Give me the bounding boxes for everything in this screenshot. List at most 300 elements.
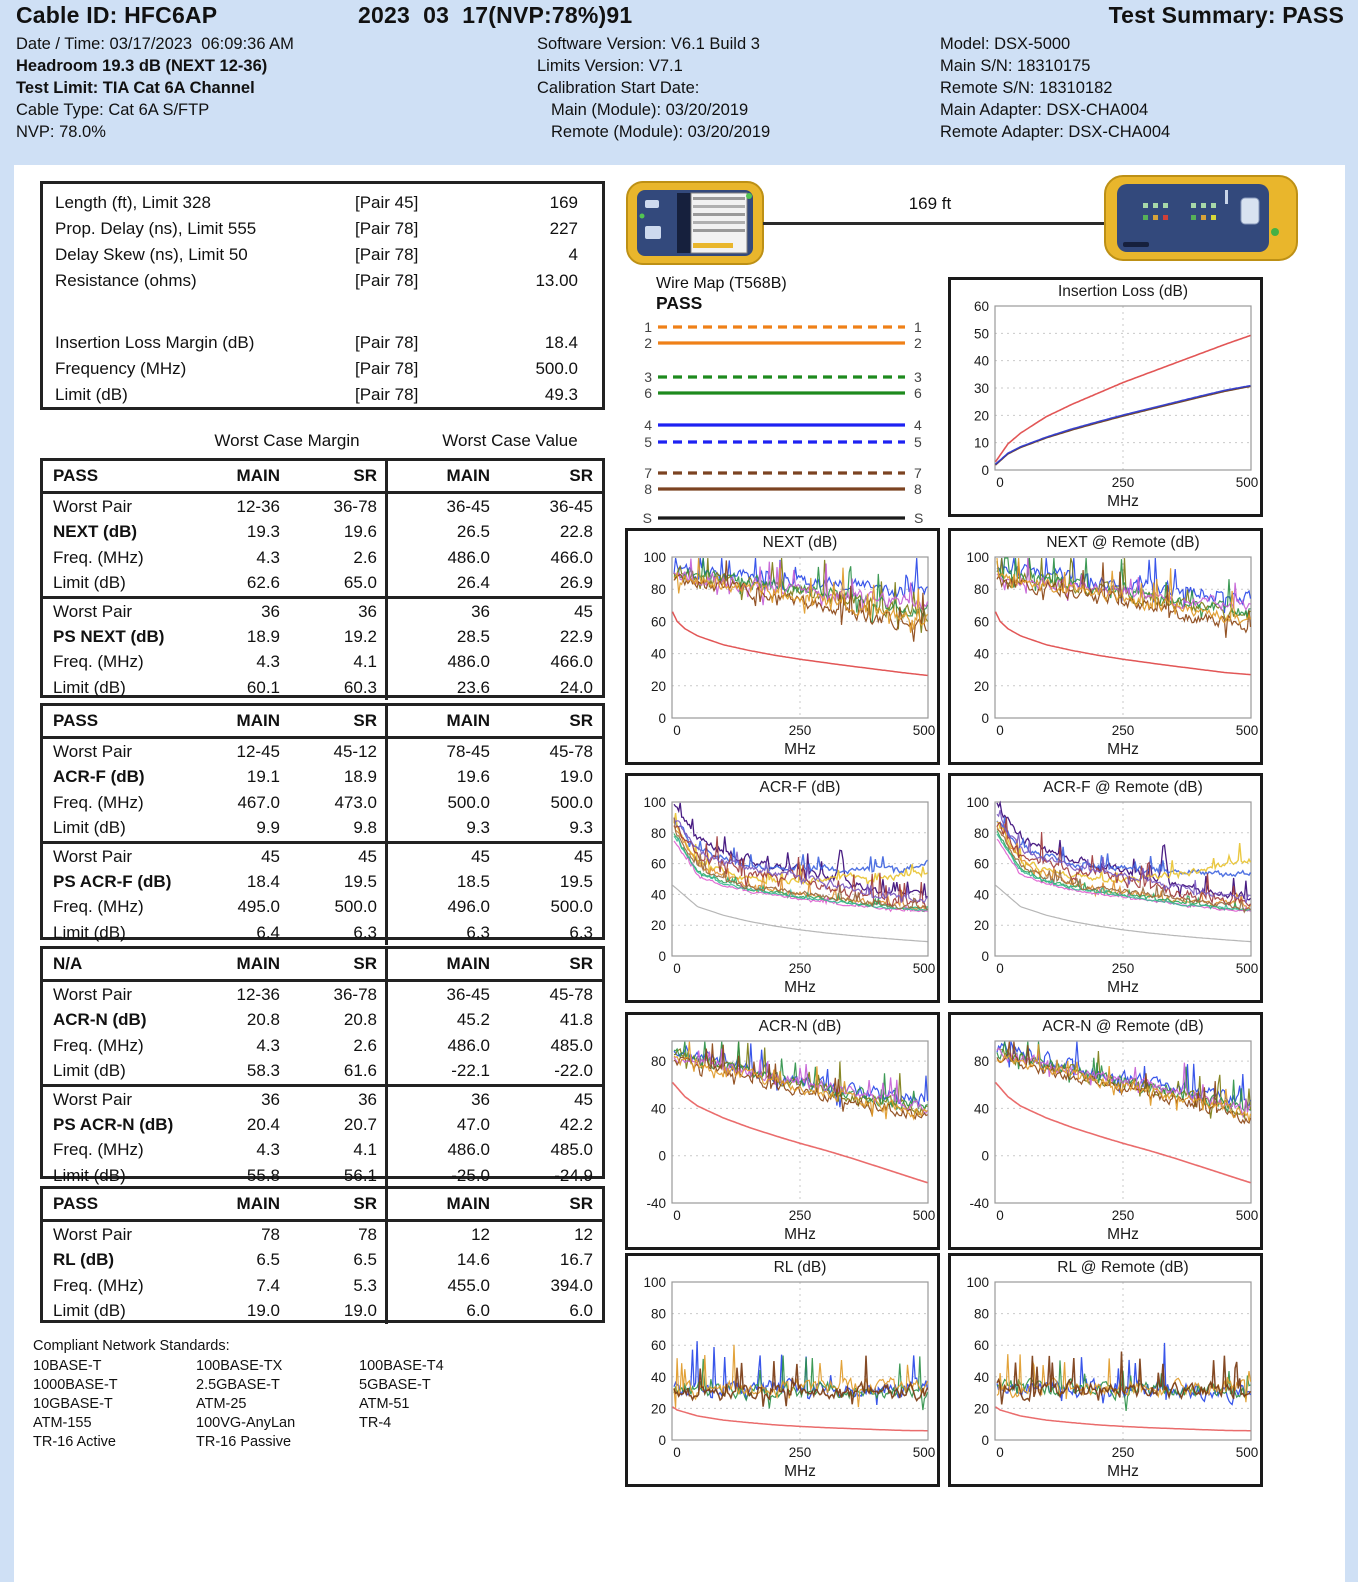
column-header: SR <box>569 954 593 973</box>
cell: 19.0 <box>343 1301 377 1321</box>
table-row <box>53 1112 602 1137</box>
chart-text: 20 <box>650 678 666 694</box>
header-column-right <box>940 33 1170 143</box>
cell: 2.6 <box>353 547 377 567</box>
chart-text: 250 <box>1111 1208 1135 1223</box>
measurement-table <box>40 458 605 698</box>
wire-pin-left: 7 <box>644 465 652 481</box>
table-row <box>55 356 592 382</box>
chart-text: 60 <box>973 614 989 630</box>
cell: 6.5 <box>353 1250 377 1270</box>
header-line: Calibration Start Date: <box>537 79 700 97</box>
chart-text: 80 <box>973 825 989 841</box>
chart-canvas <box>628 776 937 1000</box>
cell: Worst Pair <box>53 601 133 621</box>
chart-text: 80 <box>973 582 989 598</box>
cell: 36 <box>261 1089 280 1109</box>
cell: 496.0 <box>385 894 498 919</box>
length-summary-table <box>40 181 605 410</box>
table-header-row <box>43 706 602 739</box>
cell: Freq. (MHz) <box>53 897 144 917</box>
cell: 36-78 <box>333 497 377 516</box>
chart-text: 500 <box>1235 723 1259 738</box>
chart-text: ACR-N (dB) <box>758 1018 842 1035</box>
cell: 7.4 <box>256 1275 280 1295</box>
cell: 55.8 <box>246 1165 280 1185</box>
column-header: SR <box>569 1194 593 1213</box>
series-t6 <box>997 810 1251 903</box>
chart-text: 100 <box>643 1275 666 1290</box>
wire-pin-right: 5 <box>914 434 922 450</box>
worst-case-value-header: Worst Case Value <box>442 431 578 450</box>
chart-text: 0 <box>996 961 1004 976</box>
chart-text: 40 <box>650 646 666 662</box>
chart-text: 250 <box>788 1445 812 1460</box>
table-row <box>53 1087 602 1112</box>
cell: 20.4 <box>246 1115 280 1135</box>
cell: 45-12 <box>333 742 377 761</box>
status-badge: PASS <box>53 1194 99 1213</box>
cell: 60.3 <box>343 677 377 697</box>
cell: 45 <box>574 1089 593 1109</box>
cell: Frequency (MHz) <box>55 359 187 378</box>
chart-text: 0 <box>996 475 1004 490</box>
chart-text: 100 <box>966 550 989 565</box>
chart-text: 500 <box>1235 961 1259 976</box>
chart-text: 60 <box>973 856 989 872</box>
series-t1 <box>674 803 928 898</box>
wire-pin-right: 2 <box>914 335 922 351</box>
chart-text: 250 <box>788 1208 812 1223</box>
chart-text: 500 <box>1235 475 1259 490</box>
chart-text: 40 <box>973 353 989 369</box>
chart-text: 500 <box>912 961 936 976</box>
header-line: Cable Type: Cat 6A S/FTP <box>16 101 210 119</box>
chart-acrn <box>625 1012 940 1250</box>
chart-text: 0 <box>658 711 666 726</box>
cell: 500.0 <box>550 897 593 917</box>
cell: 4.1 <box>353 1140 377 1160</box>
chart-text: RL (dB) <box>773 1259 827 1276</box>
column-header: MAIN <box>385 461 498 491</box>
cell: 19.5 <box>559 872 593 892</box>
cell: 28.5 <box>385 624 498 649</box>
column-header: MAIN <box>385 949 498 979</box>
cell: 41.8 <box>559 1010 593 1030</box>
cell: 47.0 <box>385 1112 498 1137</box>
header-line: Limits Version: V7.1 <box>537 57 683 75</box>
table-row <box>53 844 602 869</box>
series-pair36 <box>674 1356 928 1411</box>
chart-text: 0 <box>673 1208 681 1223</box>
cell: 12-36 <box>236 497 280 516</box>
chart-text: 500 <box>912 1208 936 1223</box>
chart-text: ACR-N @ Remote (dB) <box>1042 1018 1204 1035</box>
cell: 9.3 <box>569 818 593 838</box>
chart-insertion_loss <box>948 277 1263 517</box>
cell: 486.0 <box>385 1137 498 1162</box>
cable-length-label: 169 ft <box>908 194 952 213</box>
cell: 467.0 <box>237 792 280 812</box>
chart-text: RL @ Remote (dB) <box>1057 1259 1189 1276</box>
cell: 473.0 <box>334 792 377 812</box>
cell: 12-36 <box>236 985 280 1004</box>
cell: 4.3 <box>256 1140 280 1160</box>
wire-pin-left: S <box>642 510 652 526</box>
column-header: MAIN <box>236 711 280 730</box>
cell: -24.9 <box>554 1165 593 1185</box>
cell: 6.3 <box>385 920 498 945</box>
cell: 45 <box>358 846 377 866</box>
chart-text: 500 <box>1235 1208 1259 1223</box>
cell: 4 <box>568 245 578 264</box>
series-limit <box>673 1407 928 1431</box>
chart-text: 60 <box>650 1338 666 1354</box>
chart-text: NEXT (dB) <box>762 534 838 551</box>
column-header: MAIN <box>236 954 280 973</box>
chart-acrn_remote <box>948 1012 1263 1250</box>
measurement-table <box>40 946 605 1185</box>
cell: -25.0 <box>385 1163 498 1188</box>
cell: 36-78 <box>333 985 377 1004</box>
chart-text: 80 <box>650 1306 666 1322</box>
standard-item: 2.5GBASE-T <box>196 1377 280 1393</box>
wire-pin-left: 6 <box>644 385 652 401</box>
table-row <box>53 1222 602 1247</box>
chart-text: 50 <box>973 326 989 342</box>
header-line: Test Limit: TIA Cat 6A Channel <box>16 79 255 97</box>
cell: Limit (dB) <box>53 1061 126 1081</box>
cell: Delay Skew (ns), Limit 50 <box>55 245 248 264</box>
cell: 486.0 <box>385 1033 498 1058</box>
cell: 24.0 <box>559 677 593 697</box>
cell: 466.0 <box>550 547 593 567</box>
cell: 36-45 <box>385 982 498 1007</box>
column-header: SR <box>353 466 377 485</box>
cell: 485.0 <box>550 1140 593 1160</box>
chart-text: 80 <box>650 582 666 598</box>
header-line: Model: DSX-5000 <box>940 35 1071 53</box>
header-line: Main (Module): 03/20/2019 <box>551 101 749 119</box>
spacer-row <box>55 294 592 330</box>
standard-item: ATM-25 <box>196 1396 247 1412</box>
cell: ACR-N (dB) <box>53 1010 147 1030</box>
chart-text: 0 <box>981 463 989 478</box>
cell: 26.9 <box>559 573 593 593</box>
cell: PS ACR-N (dB) <box>53 1115 174 1135</box>
chart-canvas <box>628 1015 937 1247</box>
cell: -22.0 <box>554 1061 593 1081</box>
cell: 45.2 <box>385 1007 498 1032</box>
chart-rl_remote <box>948 1253 1263 1487</box>
table-row <box>53 815 602 840</box>
cell: 394.0 <box>550 1275 593 1295</box>
table-row <box>53 545 602 570</box>
cell: 466.0 <box>550 652 593 672</box>
cell: 78 <box>358 1225 377 1244</box>
chart-canvas <box>951 280 1260 514</box>
cell: 12 <box>574 1225 593 1244</box>
chart-text: 0 <box>981 711 989 726</box>
cell: Worst Pair <box>53 497 133 516</box>
measurement-group <box>43 1222 602 1324</box>
cell: 9.3 <box>385 815 498 840</box>
wire-pin-left: 8 <box>644 481 652 497</box>
remote-tester-illustration <box>1103 170 1299 265</box>
wire-pin-right: 3 <box>914 369 922 385</box>
cell: 56.1 <box>343 1165 377 1185</box>
cable-link-line <box>763 222 1105 225</box>
table-row <box>53 1273 602 1298</box>
chart-text: 100 <box>966 795 989 810</box>
standard-item: 1000BASE-T <box>33 1377 118 1393</box>
chart-text: MHz <box>784 741 816 758</box>
chart-text: MHz <box>784 1226 816 1243</box>
cell: Freq. (MHz) <box>53 792 144 812</box>
column-header: SR <box>569 466 593 485</box>
chart-text: 20 <box>973 678 989 694</box>
chart-text: 100 <box>643 550 666 565</box>
cell: 19.0 <box>559 767 593 787</box>
chart-text: MHz <box>784 1463 816 1480</box>
standard-item: 10BASE-T <box>33 1358 102 1374</box>
wire-pin-left: 4 <box>644 417 652 433</box>
series-12-78 <box>997 1042 1251 1112</box>
cell: 500.0 <box>550 792 593 812</box>
table-row <box>55 242 592 268</box>
cell: 495.0 <box>237 897 280 917</box>
chart-text: MHz <box>784 979 816 996</box>
cell: 4.3 <box>256 547 280 567</box>
cell: 22.8 <box>559 522 593 542</box>
cell: 6.3 <box>569 922 593 942</box>
chart-text: 250 <box>788 723 812 738</box>
cell: 49.3 <box>544 385 578 404</box>
chart-text: 250 <box>1111 961 1135 976</box>
cell: 19.2 <box>343 627 377 647</box>
table-row <box>53 1033 602 1058</box>
cell: 45-78 <box>549 985 593 1004</box>
wiremap-status: PASS <box>656 293 703 313</box>
header-line: NVP: 78.0% <box>16 123 106 141</box>
cell: NEXT (dB) <box>53 522 138 542</box>
cell: 65.0 <box>343 573 377 593</box>
series-t6 <box>674 818 928 903</box>
measurement-group <box>43 841 602 946</box>
chart-text: ACR-F @ Remote (dB) <box>1043 779 1203 796</box>
cell: 20.8 <box>246 1010 280 1030</box>
cell: 19.3 <box>246 522 280 542</box>
cell: 18.4 <box>544 333 578 352</box>
chart-text: 60 <box>650 856 666 872</box>
cell: 36 <box>358 601 377 621</box>
cell: [Pair 45] <box>355 193 419 212</box>
table-row <box>53 1163 602 1188</box>
table-row <box>53 599 602 624</box>
wire-pin-left: 1 <box>644 319 652 335</box>
chart-text: 40 <box>650 1101 666 1117</box>
table-row <box>53 1007 602 1032</box>
chart-text: MHz <box>1107 493 1139 510</box>
chart-text: 0 <box>673 723 681 738</box>
cell: Insertion Loss Margin (dB) <box>55 333 255 352</box>
cell: 6.4 <box>256 922 280 942</box>
chart-acrf <box>625 773 940 1003</box>
standard-item: ATM-51 <box>359 1396 410 1412</box>
cell: 486.0 <box>385 649 498 674</box>
chart-text: 20 <box>650 1401 666 1417</box>
chart-text: 80 <box>650 825 666 841</box>
cell: 19.6 <box>343 522 377 542</box>
table-row <box>53 764 602 789</box>
chart-text: 20 <box>650 918 666 934</box>
cell: PS NEXT (dB) <box>53 627 165 647</box>
cell: 45 <box>385 844 498 869</box>
chart-text: 40 <box>973 1369 989 1385</box>
table-row <box>53 1247 602 1272</box>
table-row <box>53 982 602 1007</box>
cell: 2.6 <box>353 1035 377 1055</box>
chart-text: 500 <box>912 1445 936 1460</box>
cell: 500.0 <box>334 897 377 917</box>
cell: PS ACR-F (dB) <box>53 872 172 892</box>
cell: 45-78 <box>549 742 593 761</box>
standard-item: 5GBASE-T <box>359 1377 431 1393</box>
chart-text: 0 <box>673 1445 681 1460</box>
table-header-row <box>43 461 602 494</box>
chart-canvas <box>951 1015 1260 1247</box>
cell: 18.9 <box>246 627 280 647</box>
table-header-row <box>43 949 602 982</box>
standard-item: TR-16 Active <box>33 1434 116 1450</box>
cell: 19.0 <box>246 1301 280 1321</box>
chart-text: 0 <box>981 1148 989 1164</box>
cell: 4.1 <box>353 652 377 672</box>
cell: 36-45 <box>385 494 498 519</box>
chart-canvas <box>951 1256 1260 1484</box>
chart-text: MHz <box>1107 1226 1139 1243</box>
cell: Limit (dB) <box>53 677 126 697</box>
measurement-table <box>40 1186 605 1323</box>
chart-text: 80 <box>973 1054 989 1070</box>
chart-text: MHz <box>1107 979 1139 996</box>
header-line: Main Adapter: DSX-CHA004 <box>940 101 1149 119</box>
cell: [Pair 78] <box>355 219 419 238</box>
table-row <box>53 675 602 700</box>
cell: 6.5 <box>256 1250 280 1270</box>
wire-pin-left: 5 <box>644 434 652 450</box>
cell: 36 <box>358 1089 377 1109</box>
chart-next <box>625 528 940 765</box>
table-row <box>53 570 602 595</box>
standards-title: Compliant Network Standards: <box>33 1338 230 1354</box>
cell: Worst Pair <box>53 1225 133 1244</box>
cell: 9.9 <box>256 818 280 838</box>
chart-text: 20 <box>973 918 989 934</box>
column-header: SR <box>353 1194 377 1213</box>
cell: Limit (dB) <box>53 922 126 942</box>
cell: Length (ft), Limit 328 <box>55 193 211 212</box>
chart-text: 30 <box>973 381 989 396</box>
cell: 12-45 <box>236 742 280 761</box>
table-row <box>55 382 592 408</box>
test-summary-title: Test Summary: PASS <box>1108 2 1344 28</box>
status-badge: PASS <box>53 711 99 730</box>
header-line: Software Version: V6.1 Build 3 <box>537 35 760 53</box>
wire-pin-right: 7 <box>914 465 922 481</box>
table-row <box>53 920 602 945</box>
chart-text: 0 <box>658 949 666 964</box>
wiremap-wires <box>628 275 940 527</box>
header-line: Date / Time: 03/17/2023 06:09:36 AM <box>16 35 294 53</box>
cell: 6.3 <box>353 922 377 942</box>
cell: 455.0 <box>385 1273 498 1298</box>
chart-canvas <box>951 531 1260 762</box>
measurement-table <box>40 703 605 940</box>
cell: 19.1 <box>246 767 280 787</box>
standard-item: TR-16 Passive <box>196 1434 292 1450</box>
chart-text: MHz <box>1107 1463 1139 1480</box>
chart-text: 40 <box>973 1101 989 1117</box>
main-tester-device <box>625 180 765 266</box>
header-line: Remote (Module): 03/20/2019 <box>551 123 771 141</box>
cell: 36 <box>385 599 498 624</box>
cell: 6.0 <box>569 1301 593 1321</box>
cell: 14.6 <box>385 1247 498 1272</box>
standard-item: 100VG-AnyLan <box>196 1415 296 1431</box>
standard-item: 100BASE-T4 <box>359 1358 444 1374</box>
cell: 61.6 <box>343 1061 377 1081</box>
main-tester-illustration <box>625 180 765 266</box>
cell: 45 <box>574 601 593 621</box>
header-line: Main S/N: 18310175 <box>940 57 1091 75</box>
status-badge: N/A <box>53 954 83 973</box>
cell: RL (dB) <box>53 1250 115 1270</box>
chart-text: 60 <box>650 614 666 630</box>
table-row <box>55 330 592 356</box>
remote-tester-device <box>1103 170 1299 265</box>
wire-pin-right: 8 <box>914 481 922 497</box>
cell: 78-45 <box>385 739 498 764</box>
cell: 19.5 <box>343 872 377 892</box>
cell: 58.3 <box>246 1061 280 1081</box>
cell: ACR-F (dB) <box>53 767 145 787</box>
cell: Limit (dB) <box>55 385 128 404</box>
measurement-group <box>43 1084 602 1189</box>
cell: [Pair 78] <box>355 333 419 352</box>
cell: Limit (dB) <box>53 818 126 838</box>
cell: Worst Pair <box>53 1089 133 1109</box>
cell: [Pair 78] <box>355 385 419 404</box>
standard-item: ATM-155 <box>33 1415 92 1431</box>
wiremap-panel <box>628 275 940 527</box>
cell: 18.4 <box>246 872 280 892</box>
series-36-45 <box>997 1048 1251 1116</box>
chart-acrf_remote <box>948 773 1263 1003</box>
chart-canvas <box>628 531 937 762</box>
header-line: Remote S/N: 18310182 <box>940 79 1113 97</box>
chart-text: 100 <box>643 795 666 810</box>
chart-text: 0 <box>996 1445 1004 1460</box>
cell: [Pair 78] <box>355 245 419 264</box>
chart-text: 0 <box>658 1148 666 1164</box>
chart-text: ACR-F (dB) <box>759 779 841 796</box>
chart-text: 60 <box>973 299 989 314</box>
chart-text: 500 <box>912 723 936 738</box>
cell: 18.9 <box>343 767 377 787</box>
cell: 36 <box>385 1087 498 1112</box>
cell: 4.3 <box>256 1035 280 1055</box>
